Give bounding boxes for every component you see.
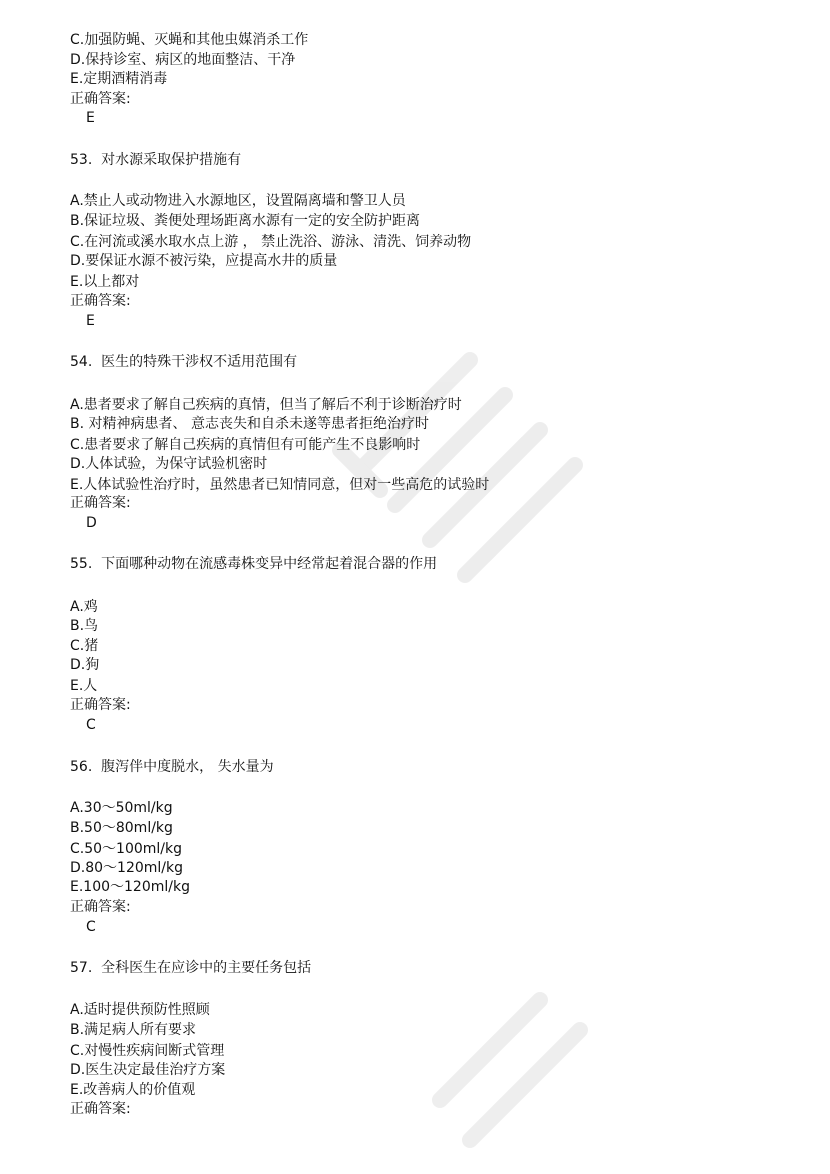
option-a: A.禁止人或动物进入水源地区，设置隔离墙和警卫人员 <box>70 193 406 209</box>
question-text: 腹泻伴中度脱水， 失水量为 <box>101 759 274 775</box>
option-c: C.在河流或溪水取水点上游 ， 禁止洗浴、游泳、清洗、饲养动物 <box>70 234 472 250</box>
question-text: 医生的特殊干涉权不适用范围有 <box>101 354 298 370</box>
option-c: C.加强防蝇、灭蝇和其他虫媒消杀工作 <box>70 32 309 48</box>
answer-value: E <box>86 313 95 329</box>
option-a: A.鸡 <box>70 599 98 615</box>
answer-label: 正确答案: <box>70 293 131 309</box>
option-d: D.保持诊室、病区的地面整洁、干净 <box>70 52 296 68</box>
option-a: A.患者要求了解自己疾病的真情，但当了解后不利于诊断治疗时 <box>70 397 462 413</box>
option-e: E.以上都对 <box>70 274 140 290</box>
option-a: A.30～50ml/kg <box>70 800 173 816</box>
option-e: E.人体试验性治疗时，虽然患者已知情同意，但对一些高危的试验时 <box>70 477 490 493</box>
option-b: B.鸟 <box>70 618 99 634</box>
option-e: E.定期酒精消毒 <box>70 71 168 87</box>
option-b: B.保证垃圾、粪便处理场距离水源有一定的安全防护距离 <box>70 213 421 229</box>
question-54-title <box>70 352 297 372</box>
answer-label: 正确答案: <box>70 91 131 107</box>
answer-value: C <box>86 717 96 733</box>
answer-label: 正确答案: <box>70 495 131 511</box>
answer-label: 正确答案: <box>70 899 131 915</box>
option-d: D.80～120ml/kg <box>70 860 184 876</box>
answer-value: D <box>86 515 97 531</box>
option-e: E.100～120ml/kg <box>70 879 190 895</box>
question-number: 56. <box>70 759 93 775</box>
question-number: 54. <box>70 354 93 370</box>
question-number: 55. <box>70 556 93 572</box>
option-d: D.医生决定最佳治疗方案 <box>70 1062 226 1078</box>
option-a: A.适时提供预防性照顾 <box>70 1002 210 1018</box>
option-c: C.患者要求了解自己疾病的真情但有可能产生不良影响时 <box>70 437 421 453</box>
option-e: E.改善病人的价值观 <box>70 1082 196 1098</box>
option-d: D.要保证水源不被污染，应提高水井的质量 <box>70 253 338 269</box>
answer-label: 正确答案: <box>70 697 131 713</box>
question-number: 57. <box>70 960 93 976</box>
answer-value: E <box>86 110 95 126</box>
option-d: D.人体试验，为保守试验机密时 <box>70 456 268 472</box>
question-57-title <box>70 958 311 978</box>
option-b: B.满足病人所有要求 <box>70 1022 197 1038</box>
question-text: 下面哪种动物在流感毒株变异中经常起着混合器的作用 <box>101 556 438 572</box>
option-b: B.50～80ml/kg <box>70 820 173 836</box>
question-text: 对水源采取保护措施有 <box>101 152 242 168</box>
answer-label: 正确答案: <box>70 1101 131 1117</box>
question-text: 全科医生在应诊中的主要任务包括 <box>101 960 312 976</box>
option-c: C.对慢性疾病间断式管理 <box>70 1043 225 1059</box>
option-c: C.猪 <box>70 638 99 654</box>
question-55-title <box>70 554 437 574</box>
option-b: B. 对精神病患者、 意志丧失和自杀未遂等患者拒绝治疗时 <box>70 416 429 432</box>
option-d: D.狗 <box>70 657 100 673</box>
answer-value: C <box>86 919 96 935</box>
question-53-title <box>70 150 241 170</box>
question-number: 53. <box>70 152 93 168</box>
option-c: C.50～100ml/kg <box>70 841 182 857</box>
question-56-title <box>70 757 274 777</box>
option-e: E.人 <box>70 678 98 694</box>
